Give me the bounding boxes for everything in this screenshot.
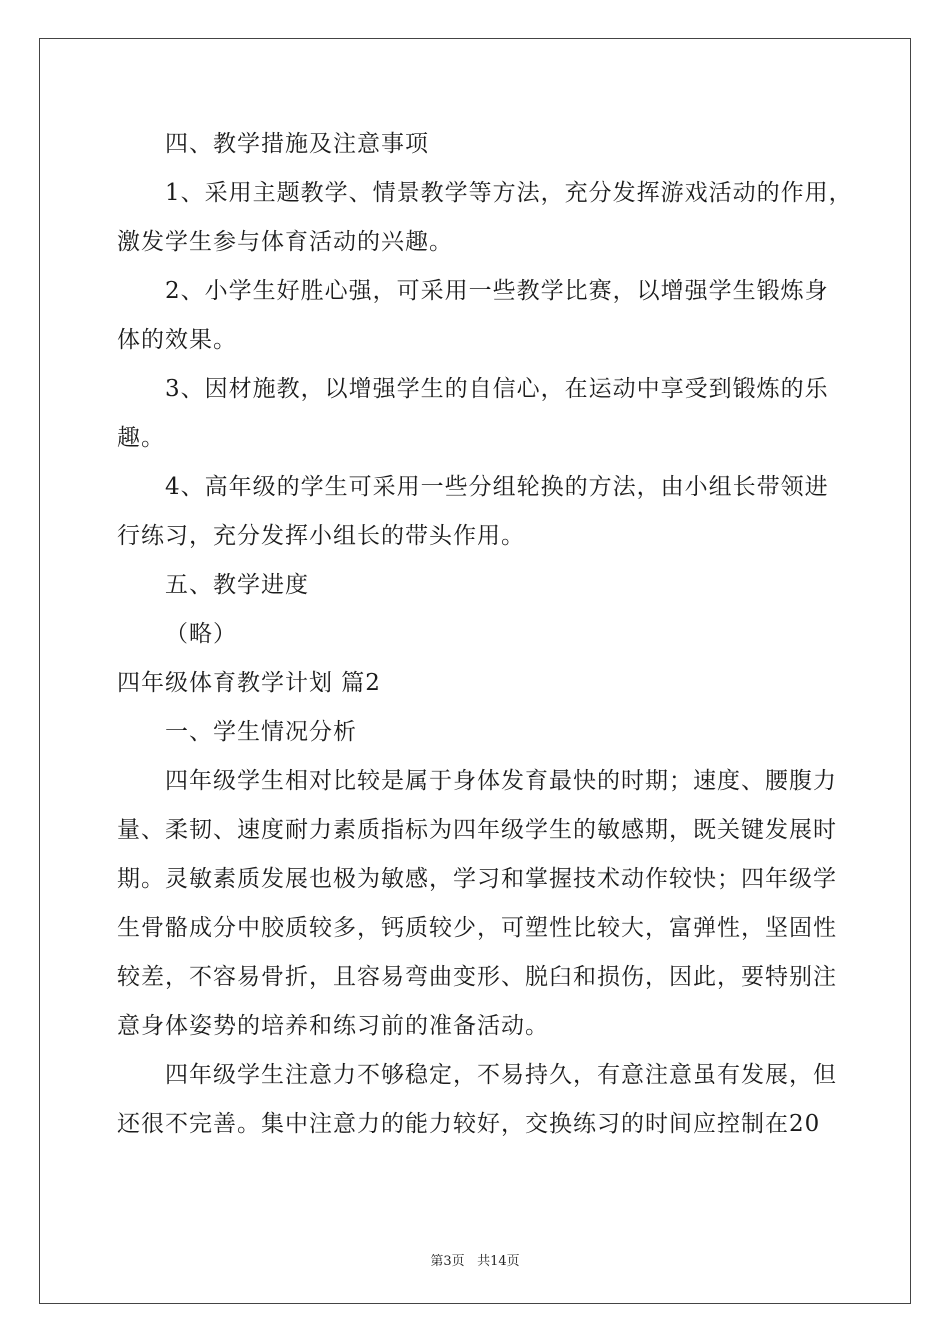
text-line: 生骨骼成分中胶质较多，钙质较少，可塑性比较大，富弹性，坚固性 bbox=[117, 915, 837, 941]
document-body bbox=[117, 120, 853, 1149]
text-line: 一、学生情况分析 bbox=[165, 719, 357, 745]
text-line: 4、高年级的学生可采用一些分组轮换的方法，由小组长带领进 bbox=[165, 474, 829, 500]
text-line: 较差，不容易骨折，且容易弯曲变形、脱臼和损伤，因此，要特别注 bbox=[117, 964, 837, 990]
text-line: 四年级学生相对比较是属于身体发育最快的时期；速度、腰腹力 bbox=[165, 768, 837, 794]
text-line: 四年级体育教学计划 篇2 bbox=[117, 670, 381, 696]
text-line: 五、教学进度 bbox=[165, 572, 309, 598]
text-line: 行练习，充分发挥小组长的带头作用。 bbox=[117, 523, 525, 549]
paragraph-analysis-1 bbox=[117, 757, 837, 1051]
paragraph-measure-3 bbox=[117, 365, 833, 463]
document-title-part-2 bbox=[117, 659, 833, 708]
omitted-note bbox=[117, 610, 833, 659]
section-heading-student-analysis bbox=[117, 708, 833, 757]
text-line: （略） bbox=[165, 621, 237, 647]
text-line: 体的效果。 bbox=[117, 327, 237, 353]
text-line: 3、因材施教，以增强学生的自信心，在运动中享受到锻炼的乐 bbox=[165, 376, 829, 402]
text-line: 还很不完善。集中注意力的能力较好，交换练习的时间应控制在20 bbox=[117, 1111, 821, 1137]
text-line: 意身体姿势的培养和练习前的准备活动。 bbox=[117, 1013, 549, 1039]
section-heading-teaching-progress bbox=[117, 561, 833, 610]
text-line: 量、柔韧、速度耐力素质指标为四年级学生的敏感期，既关键发展时 bbox=[117, 817, 837, 843]
text-line: 期。灵敏素质发展也极为敏感，学习和掌握技术动作较快；四年级学 bbox=[117, 866, 837, 892]
text-line: 趣。 bbox=[117, 425, 165, 451]
section-heading-teaching-measures bbox=[117, 120, 833, 169]
paragraph-measure-2 bbox=[117, 267, 833, 365]
text-line: 1、采用主题教学、情景教学等方法，充分发挥游戏活动的作用， bbox=[165, 180, 853, 206]
paragraph-measure-1 bbox=[117, 169, 853, 267]
page-total: 共14页 bbox=[477, 1254, 520, 1269]
paragraph-analysis-2 bbox=[117, 1051, 837, 1149]
text-line: 四、教学措施及注意事项 bbox=[165, 131, 429, 157]
text-line: 激发学生参与体育活动的兴趣。 bbox=[117, 229, 453, 255]
text-line: 2、小学生好胜心强，可采用一些教学比赛，以增强学生锻炼身 bbox=[165, 278, 829, 304]
text-line: 四年级学生注意力不够稳定，不易持久，有意注意虽有发展，但 bbox=[165, 1062, 837, 1088]
page-number: 第3页 bbox=[430, 1254, 465, 1269]
paragraph-measure-4 bbox=[117, 463, 833, 561]
page-footer bbox=[0, 1250, 950, 1269]
